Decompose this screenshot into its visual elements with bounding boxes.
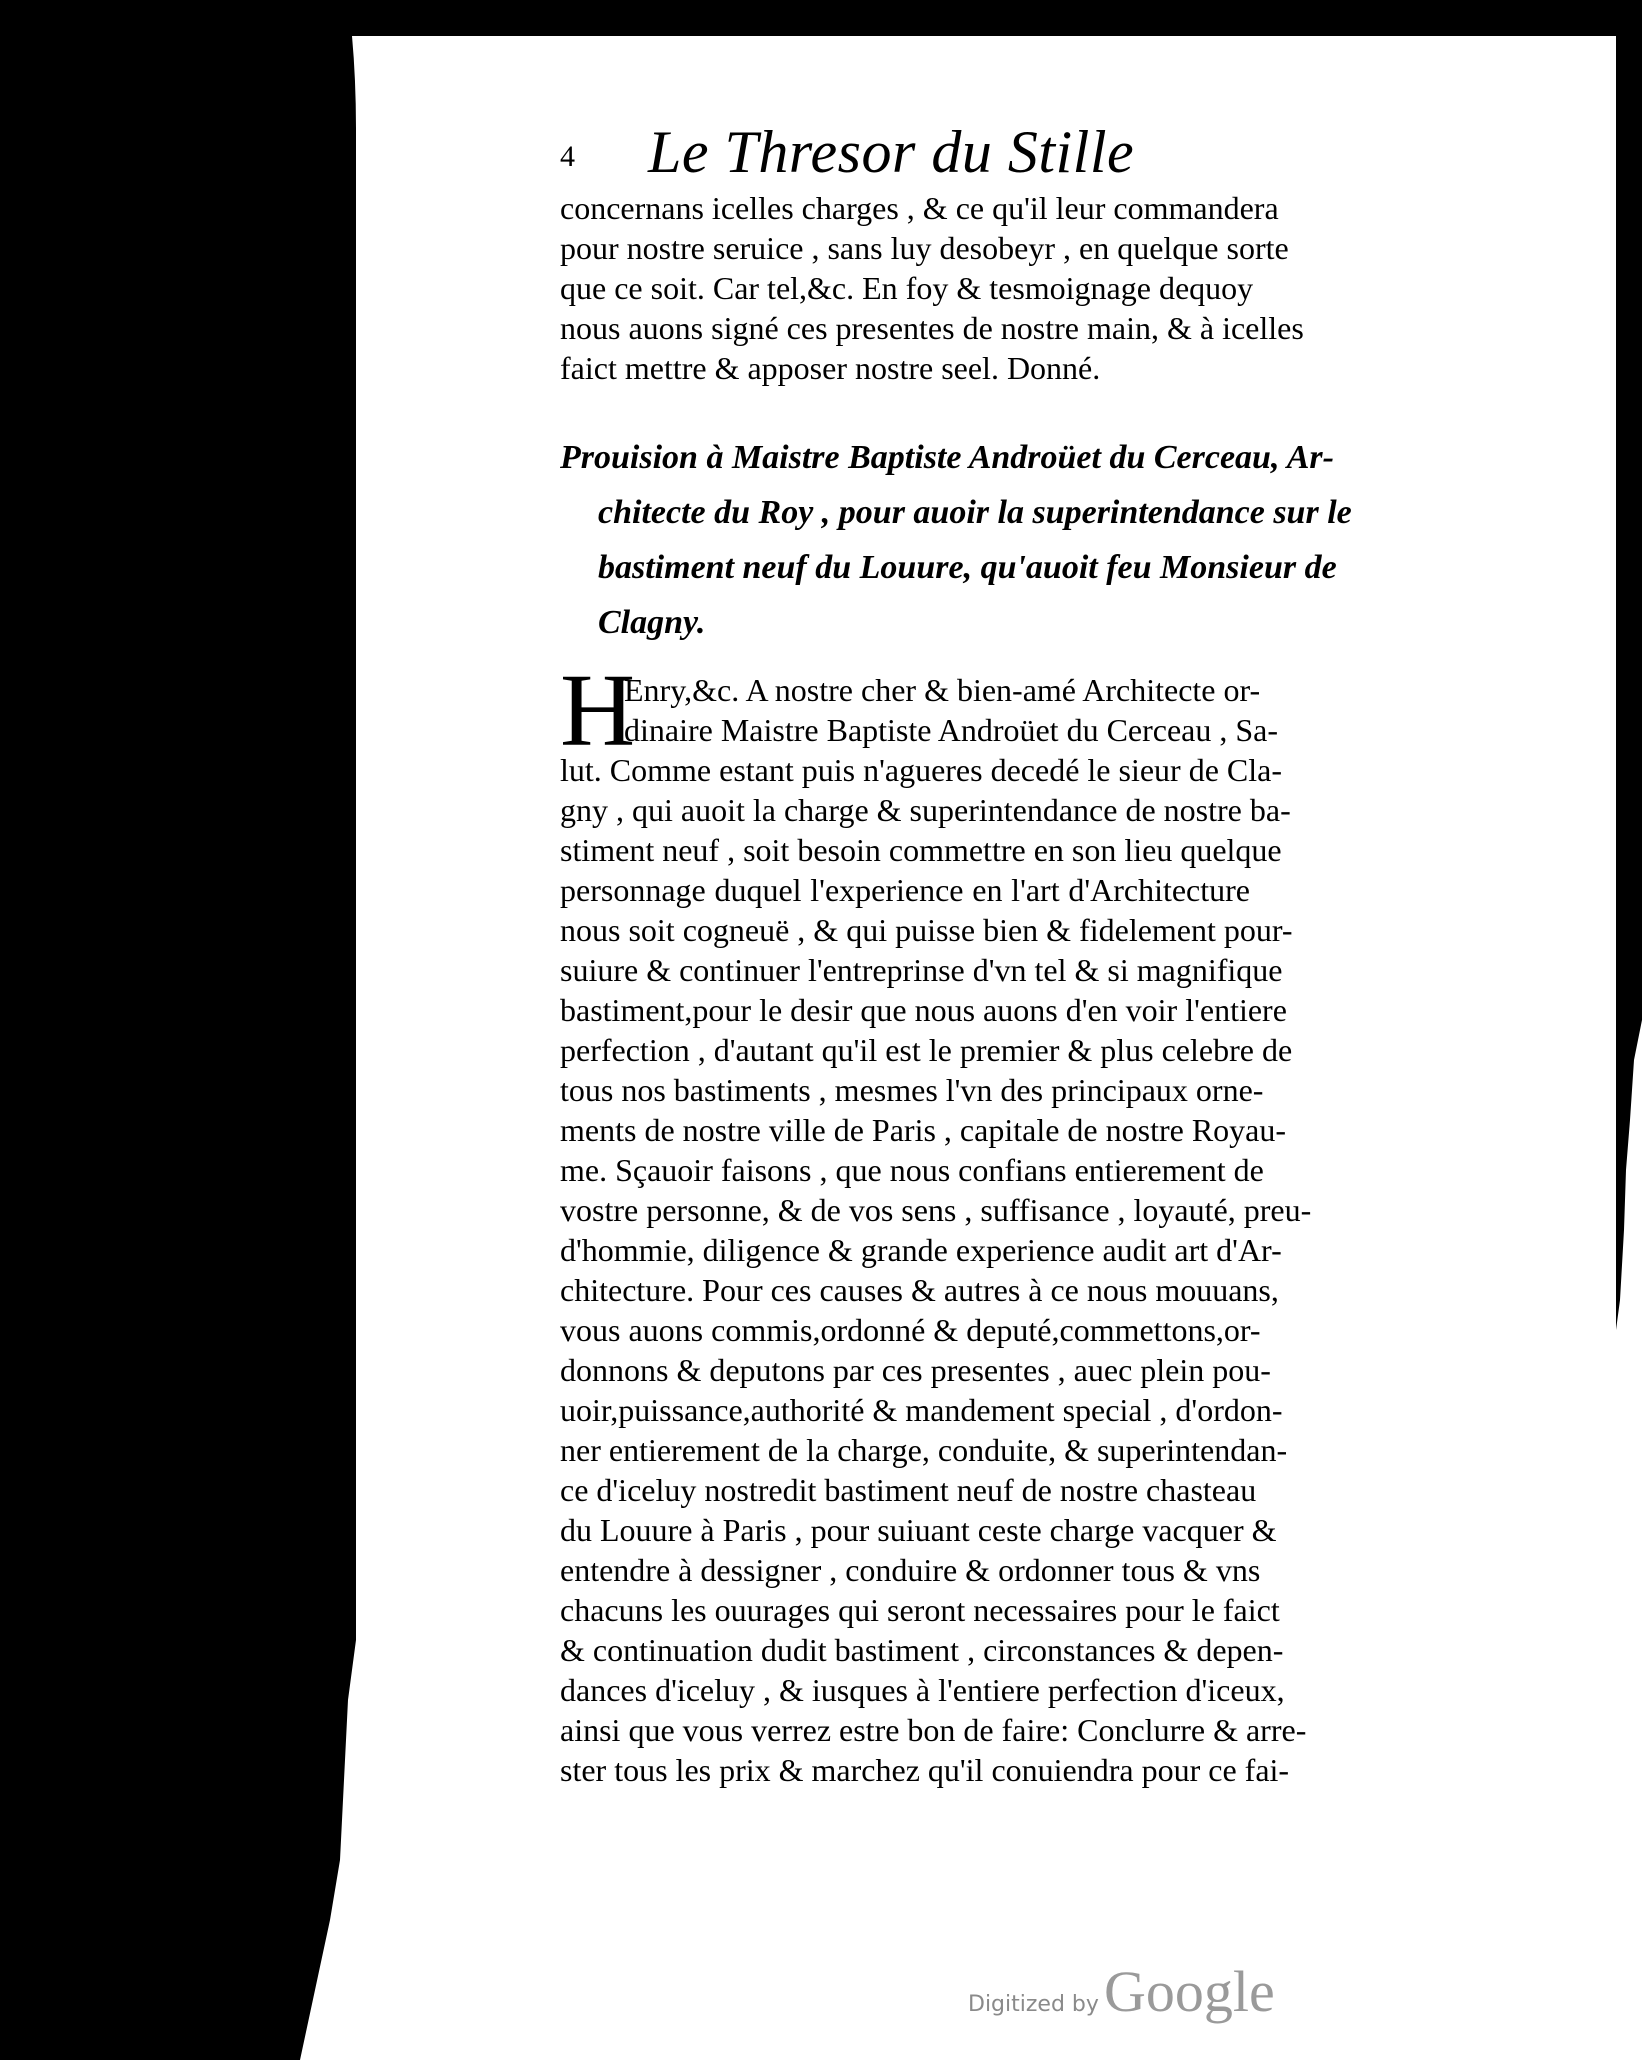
running-title: Le Thresor du Stille: [648, 119, 1135, 185]
scan-right-border: [1616, 0, 1642, 1330]
heading-line: chitecte du Roy , pour auoir la superintendance sur le: [598, 494, 1352, 531]
text-line: suiure & continuer l'entreprinse d'vn tel & si magnifique: [560, 952, 1283, 988]
text-line: stiment neuf , soit besoin commettre en son lieu quelque: [560, 832, 1282, 868]
scan-top-right-corner: [1618, 36, 1642, 58]
text-line: chacuns les ouurages qui seront necessaires pour le faict: [560, 1592, 1280, 1628]
text-line: du Louure à Paris , pour suiuant ceste charge vacquer &: [560, 1512, 1277, 1548]
text-line: bastiment,pour le desir que nous auons d'en voir l'entiere: [560, 992, 1287, 1028]
text-line: uoir,puissance,authorité & mandement special , d'ordon-: [560, 1392, 1283, 1428]
section-heading: [560, 430, 1352, 650]
heading-line: Prouision à Maistre Baptiste Androüet du Cerceau, Ar-: [560, 439, 1334, 476]
scan-top-border: [0, 0, 1642, 36]
folio-number: 4: [560, 140, 575, 173]
text-line: tous nos bastiments , mesmes l'vn des principaux orne-: [560, 1072, 1264, 1108]
text-line: ster tous les prix & marchez qu'il conuiendra pour ce fai-: [560, 1752, 1290, 1788]
text-line: ner entierement de la charge, conduite, & superintendan-: [560, 1432, 1288, 1468]
text-line: ainsi que vous verrez estre bon de faire: Conclurre & arre-: [560, 1712, 1307, 1748]
text-line: dinaire Maistre Baptiste Androüet du Cerceau , Sa-: [624, 712, 1279, 748]
text-line: chitecture. Pour ces causes & autres à ce nous mouuans,: [560, 1272, 1279, 1308]
google-watermark: [968, 1958, 1275, 2025]
text-line: vous auons commis,ordonné & deputé,commettons,or-: [560, 1312, 1261, 1348]
heading-line: bastiment neuf du Louure, qu'auoit feu Monsieur de: [598, 549, 1337, 586]
text-line: pour nostre seruice , sans luy desobeyr , en quelque sorte: [560, 230, 1289, 266]
heading-line: Clagny.: [598, 604, 706, 641]
text-line: que ce soit. Car tel,&c. En foy & tesmoignage dequoy: [560, 270, 1254, 306]
body-paragraph: [560, 653, 1312, 1790]
text-line: concernans icelles charges , & ce qu'il leur commandera: [560, 190, 1279, 226]
text-line: & continuation dudit bastiment , circonstances & depen-: [560, 1632, 1284, 1668]
text-line: nous auons signé ces presentes de nostre main, & à icelles: [560, 310, 1304, 346]
text-line: donnons & deputons par ces presentes , auec plein pou-: [560, 1352, 1271, 1388]
text-line: nous soit cogneuë , & qui puisse bien & fidelement pour-: [560, 912, 1293, 948]
text-line: dances d'iceluy , & iusques à l'entiere perfection d'iceux,: [560, 1672, 1285, 1708]
opening-paragraph: [560, 188, 1304, 388]
text-line: entendre à dessigner , conduire & ordonner tous & vns: [560, 1552, 1261, 1588]
text-line: lut. Comme estant puis n'agueres decedé le sieur de Cla-: [560, 752, 1282, 788]
text-line: faict mettre & apposer nostre seel. Donné.: [560, 350, 1101, 386]
text-line: gny , qui auoit la charge & superintendance de nostre ba-: [560, 792, 1291, 828]
text-line: ments de nostre ville de Paris , capitale de nostre Royau-: [560, 1112, 1287, 1148]
text-line: personnage duquel l'experience en l'art d'Architecture: [560, 872, 1250, 908]
text-line: me. Sçauoir faisons , que nous confians entierement de: [560, 1152, 1264, 1188]
watermark-logo-text: Google: [1104, 1959, 1275, 2024]
text-line: Enry,&c. A nostre cher & bien-amé Architecte or-: [624, 672, 1261, 708]
text-line: ce d'iceluy nostredit bastiment neuf de nostre chasteau: [560, 1472, 1257, 1508]
text-line: perfection , d'autant qu'il est le premier & plus celebre de: [560, 1032, 1293, 1068]
scan-left-border: [0, 36, 356, 2060]
text-line: d'hommie, diligence & grande experience audit art d'Ar-: [560, 1232, 1282, 1268]
drop-cap: H: [560, 653, 636, 768]
watermark-small-text: Digitized by: [968, 1992, 1099, 2017]
text-line: vostre personne, & de vos sens , suffisance , loyauté, preu-: [560, 1192, 1312, 1228]
